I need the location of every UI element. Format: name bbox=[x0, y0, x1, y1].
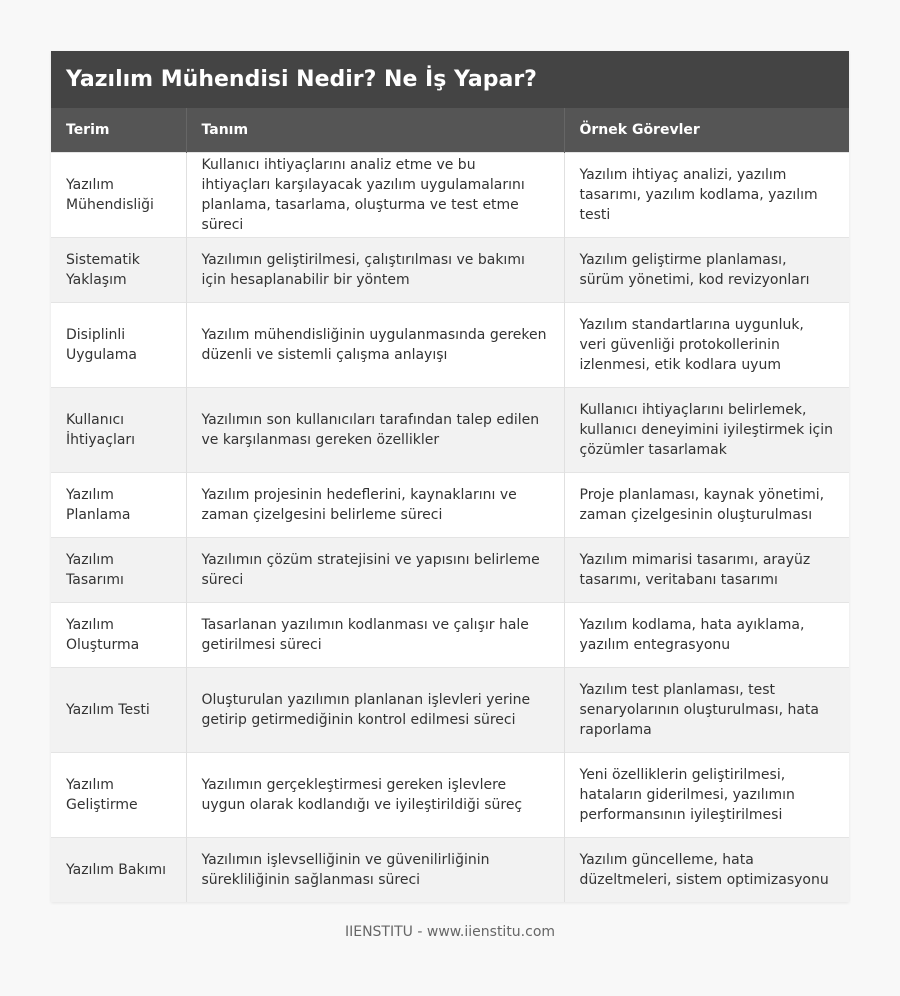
header-row bbox=[51, 108, 849, 152]
table-row bbox=[51, 302, 849, 387]
definition-cell: Tasarlanan yazılımın kodlanması ve çalışır hale getirilmesi süreci bbox=[186, 602, 564, 667]
term-cell: Kullanıcı İhtiyaçları bbox=[51, 387, 186, 472]
term-cell: Sistematik Yaklaşım bbox=[51, 237, 186, 302]
definition-cell: Yazılım projesinin hedeflerini, kaynaklarını ve zaman çizelgesini belirleme süreci bbox=[186, 472, 564, 537]
tasks-cell: Yazılım test planlaması, test senaryolarının oluşturulması, hata raporlama bbox=[564, 667, 849, 752]
column-header-term: Terim bbox=[51, 108, 186, 152]
term-cell: Yazılım Planlama bbox=[51, 472, 186, 537]
definition-cell: Yazılımın işlevselliğinin ve güvenilirliğinin sürekliliğinin sağlanması süreci bbox=[186, 837, 564, 902]
tasks-cell: Yazılım standartlarına uygunluk, veri güvenliği protokollerinin izlenmesi, etik kodlara uyum bbox=[564, 302, 849, 387]
term-cell: Disiplinli Uygulama bbox=[51, 302, 186, 387]
term-cell: Yazılım Oluşturma bbox=[51, 602, 186, 667]
table-row bbox=[51, 837, 849, 902]
table-row bbox=[51, 237, 849, 302]
column-header-tasks: Örnek Görevler bbox=[564, 108, 849, 152]
column-header-definition: Tanım bbox=[186, 108, 564, 152]
definition-cell: Yazılımın gerçekleştirmesi gereken işlevlere uygun olarak kodlandığı ve iyileştirildiği süreç bbox=[186, 752, 564, 837]
table-row bbox=[51, 472, 849, 537]
tasks-cell: Proje planlaması, kaynak yönetimi, zaman çizelgesinin oluşturulması bbox=[564, 472, 849, 537]
definition-cell: Yazılımın geliştirilmesi, çalıştırılması ve bakımı için hesaplanabilir bir yöntem bbox=[186, 237, 564, 302]
tasks-cell: Yazılım geliştirme planlaması, sürüm yönetimi, kod revizyonları bbox=[564, 237, 849, 302]
table-row bbox=[51, 537, 849, 602]
definition-cell: Yazılımın son kullanıcıları tarafından talep edilen ve karşılanması gereken özellikler bbox=[186, 387, 564, 472]
table-row bbox=[51, 387, 849, 472]
definition-cell: Oluşturulan yazılımın planlanan işlevleri yerine getirip getirmediğinin kontrol edilmesi süreci bbox=[186, 667, 564, 752]
term-cell: Yazılım Geliştirme bbox=[51, 752, 186, 837]
tasks-cell: Yazılım kodlama, hata ayıklama, yazılım entegrasyonu bbox=[564, 602, 849, 667]
tasks-cell: Kullanıcı ihtiyaçlarını belirlemek, kullanıcı deneyimini iyileştirmek için çözümler tasarlamak bbox=[564, 387, 849, 472]
table-row bbox=[51, 152, 849, 237]
definition-cell: Kullanıcı ihtiyaçlarını analiz etme ve bu ihtiyaçları karşılayacak yazılım uygulamalarını planlama, tasarlama, oluşturma ve test etme süreci bbox=[186, 152, 564, 237]
table-row bbox=[51, 667, 849, 752]
tasks-cell: Yazılım mimarisi tasarımı, arayüz tasarımı, veritabanı tasarımı bbox=[564, 537, 849, 602]
term-cell: Yazılım Bakımı bbox=[51, 837, 186, 902]
tasks-cell: Yazılım güncelleme, hata düzeltmeleri, sistem optimizasyonu bbox=[564, 837, 849, 902]
terms-table bbox=[51, 108, 849, 902]
term-cell: Yazılım Testi bbox=[51, 667, 186, 752]
term-cell: Yazılım Tasarımı bbox=[51, 537, 186, 602]
table-row bbox=[51, 752, 849, 837]
table-row bbox=[51, 602, 849, 667]
tasks-cell: Yazılım ihtiyaç analizi, yazılım tasarımı, yazılım kodlama, yazılım testi bbox=[564, 152, 849, 237]
definition-cell: Yazılım mühendisliğinin uygulanmasında gereken düzenli ve sistemli çalışma anlayışı bbox=[186, 302, 564, 387]
definition-cell: Yazılımın çözüm stratejisini ve yapısını belirleme süreci bbox=[186, 537, 564, 602]
table-card bbox=[51, 51, 849, 902]
table-title: Yazılım Mühendisi Nedir? Ne İş Yapar? bbox=[51, 51, 849, 108]
footer-credit: IIENSTITU - www.iienstitu.com bbox=[344, 924, 556, 940]
term-cell: Yazılım Mühendisliği bbox=[51, 152, 186, 237]
tasks-cell: Yeni özelliklerin geliştirilmesi, hataların giderilmesi, yazılımın performansının iyileştirilmesi bbox=[564, 752, 849, 837]
